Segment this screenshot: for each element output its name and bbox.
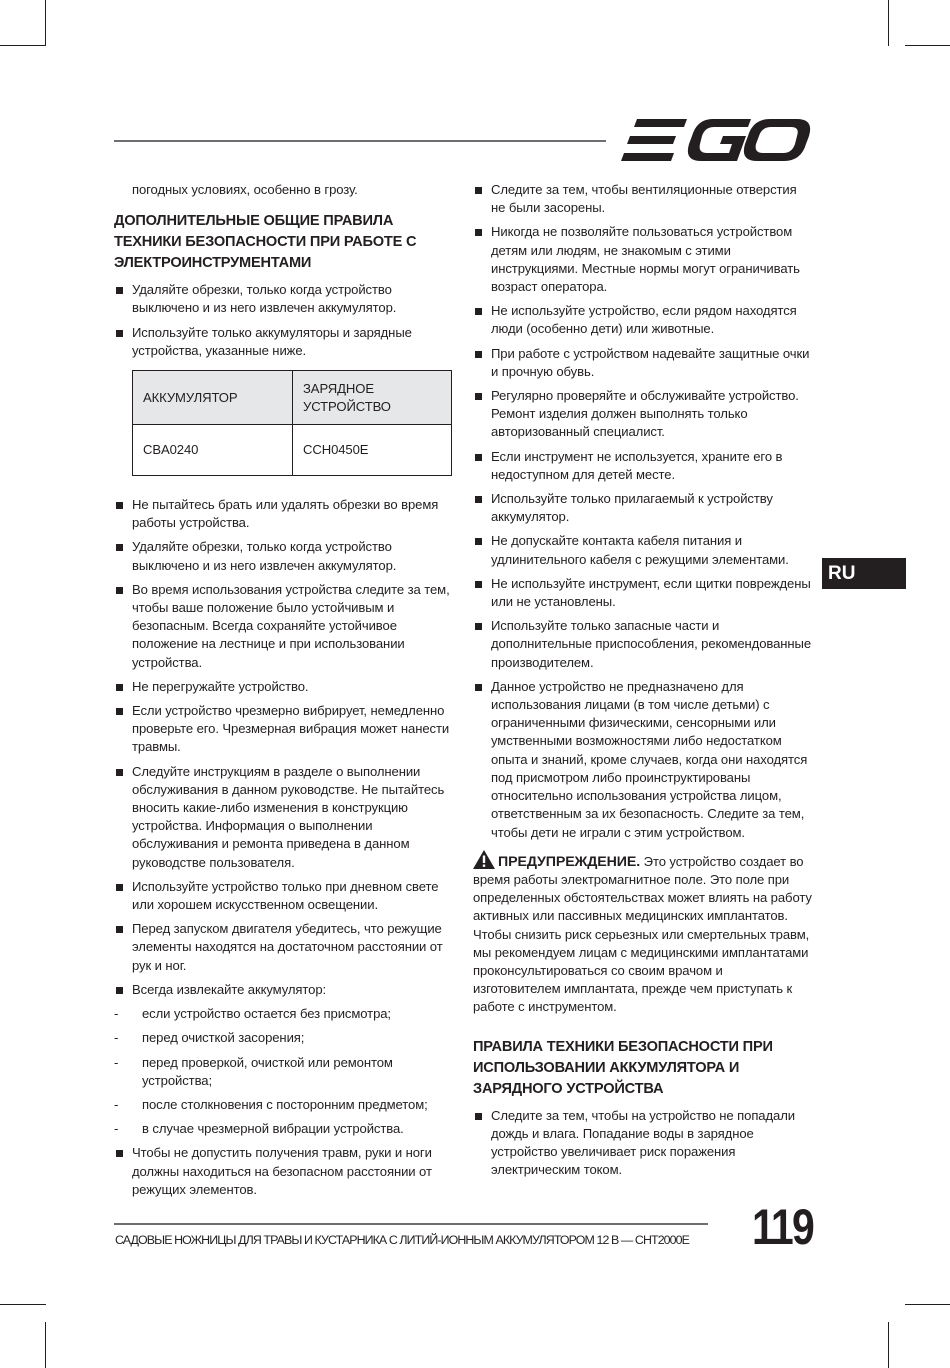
list-item: Используйте только прилагаемый к устройству аккумулятор. [473,490,813,526]
list-item: Во время использования устройства следите за тем, чтобы ваше положение было устойчивым и безопасным. Всегда сохраняйте устойчивое положение на лестнице и при использовании устройства. [114,581,454,672]
list-item: Не перегружайте устройство. [114,678,454,696]
table-header-row [133,371,452,425]
dash-item: - в случае чрезмерной вибрации устройства. [114,1120,454,1138]
footer-rule [114,1223,708,1225]
crop-mark [0,1304,46,1305]
crop-mark [905,45,950,46]
bullet-list [114,496,454,999]
crop-mark [888,0,889,46]
section-heading: ДОПОЛНИТЕЛЬНЫЕ ОБЩИЕ ПРАВИЛА ТЕХНИКИ БЕЗОПАСНОСТИ ПРИ РАБОТЕ С ЭЛЕКТРОИНСТРУМЕНТАМИ [114,213,417,272]
list-item: При работе с устройством надевайте защитные очки и прочную обувь. [473,345,813,381]
header-rule [114,140,606,142]
list-item: Не используйте инструмент, если щитки повреждены или не установлены. [473,575,813,611]
list-item: Следите за тем, чтобы на устройство не попадали дождь и влага. Попадание воды в зарядное устройство увеличивает риск поражения электрическим током. [473,1107,813,1180]
table-header-battery: АККУМУЛЯТОР [133,371,293,425]
table-header-charger: ЗАРЯДНОЕ УСТРОЙСТВО [293,371,452,425]
list-item: Не используйте устройство, если рядом находятся люди (особенно дети) или животные. [473,302,813,338]
right-column [473,181,813,1185]
warning-paragraph [473,850,813,1017]
list-item: Используйте устройство только при дневном свете или хорошем искусственном освещении. [114,878,454,914]
list-item: Чтобы не допустить получения травм, руки и ноги должны находиться на безопасном расстоянии от режущих элементов. [114,1144,454,1199]
table-cell-charger: CCH0450E [293,425,452,476]
list-item: Если инструмент не используется, храните его в недоступном для детей месте. [473,448,813,484]
ego-logo [621,116,811,164]
compatibility-table [132,370,452,476]
section-heading: ПРАВИЛА ТЕХНИКИ БЕЗОПАСНОСТИ ПРИ ИСПОЛЬЗОВАНИИ АККУМУЛЯТОРА И ЗАРЯДНОГО УСТРОЙСТВА [473,1038,773,1097]
left-column [114,181,454,1205]
list-item: Никогда не позволяйте пользоваться устройством детям или людям, не знакомым с этими инструкциями. Местные нормы могут ограничивать возраст оператора. [473,223,813,296]
page-number: 119 [752,1199,814,1255]
intro-text: погодных условиях, особенно в грозу. [132,182,358,197]
list-item: Удаляйте обрезки, только когда устройство выключено и из него извлечен аккумулятор. [114,538,454,574]
dash-item: - если устройство остается без присмотра; [114,1005,454,1023]
list-item: Удаляйте обрезки, только когда устройство выключено и из него извлечен аккумулятор. [114,281,454,317]
dash-list [114,1005,454,1138]
table-row [133,425,452,476]
crop-mark [45,0,46,46]
list-item: Не допускайте контакта кабеля питания и удлинительного кабеля с режущими элементами. [473,532,813,568]
list-item: Используйте только аккумуляторы и зарядные устройства, указанные ниже. [114,324,454,360]
list-item: Следуйте инструкциям в разделе о выполнении обслуживания в данном руководстве. Не пытайтесь вносить какие-либо изменения в конструкцию устройства. Информация о выполнении обслуживания и ремонта приведена в данном руководстве пользователя. [114,763,454,872]
warning-label: ПРЕДУПРЕЖДЕНИЕ. [498,853,641,870]
list-item: Регулярно проверяйте и обслуживайте устройство. Ремонт изделия должен выполнять только авторизованный специалист. [473,387,813,442]
crop-mark [45,1322,46,1368]
list-item: Используйте только запасные части и дополнительные приспособления, рекомендованные производителем. [473,617,813,672]
dash-item: - после столкновения с посторонним предметом; [114,1096,454,1114]
crop-mark [888,1322,889,1368]
list-item: Перед запуском двигателя убедитесь, что режущие элементы находятся на достаточном расстоянии от рук и ног. [114,920,454,975]
crop-mark [905,1304,950,1305]
bullet-list [473,1107,813,1180]
warning-triangle-icon [473,850,495,869]
list-item: Всегда извлекайте аккумулятор: [114,981,454,999]
language-tab: RU [822,558,906,589]
list-item: Если устройство чрезмерно вибрирует, немедленно проверьте его. Чрезмерная вибрация может нанести травмы. [114,702,454,757]
bullet-list [114,1144,454,1199]
list-item: Данное устройство не предназначено для использования лицами (в том числе детьми) с ограниченными физическими, сенсорными или умственными возможностями либо недостатком опыта и знаний, кроме случаев, когда они находятся под присмотром либо проинструктированы относительно использования устройства лицом, ответственным за их безопасность. Следите за тем, чтобы дети не играли с этим устройством. [473,678,813,842]
table-cell-battery: CBA0240 [133,425,293,476]
dash-item: - перед очисткой засорения; [114,1029,454,1047]
crop-mark [0,45,46,46]
list-item: Не пытайтесь брать или удалять обрезки во время работы устройства. [114,496,454,532]
bullet-list [114,281,454,360]
bullet-list [473,181,813,842]
dash-item: - перед проверкой, очисткой или ремонтом устройства; [114,1054,454,1090]
warning-text: Это устройство создает во время работы электромагнитное поле. Это поле при определенных обстоятельствах может влиять на работу активных или пассивных медицинских имплантатов. Чтобы снизить риск серьезных или смертельных травм, мы рекомендуем лицам с медицинскими имплантатами проконсультироваться со своим врачом и изготовителем имплантата, прежде чем приступать к работе с инструментом. [473,853,812,1015]
footer-product-title: САДОВЫЕ НОЖНИЦЫ ДЛЯ ТРАВЫ И КУСТАРНИКА С ЛИТИЙ-ИОННЫМ АККУМУЛЯТОРОМ 12 В — CHT2000E [115,1233,690,1247]
list-item: Следите за тем, чтобы вентиляционные отверстия не были засорены. [473,181,813,217]
